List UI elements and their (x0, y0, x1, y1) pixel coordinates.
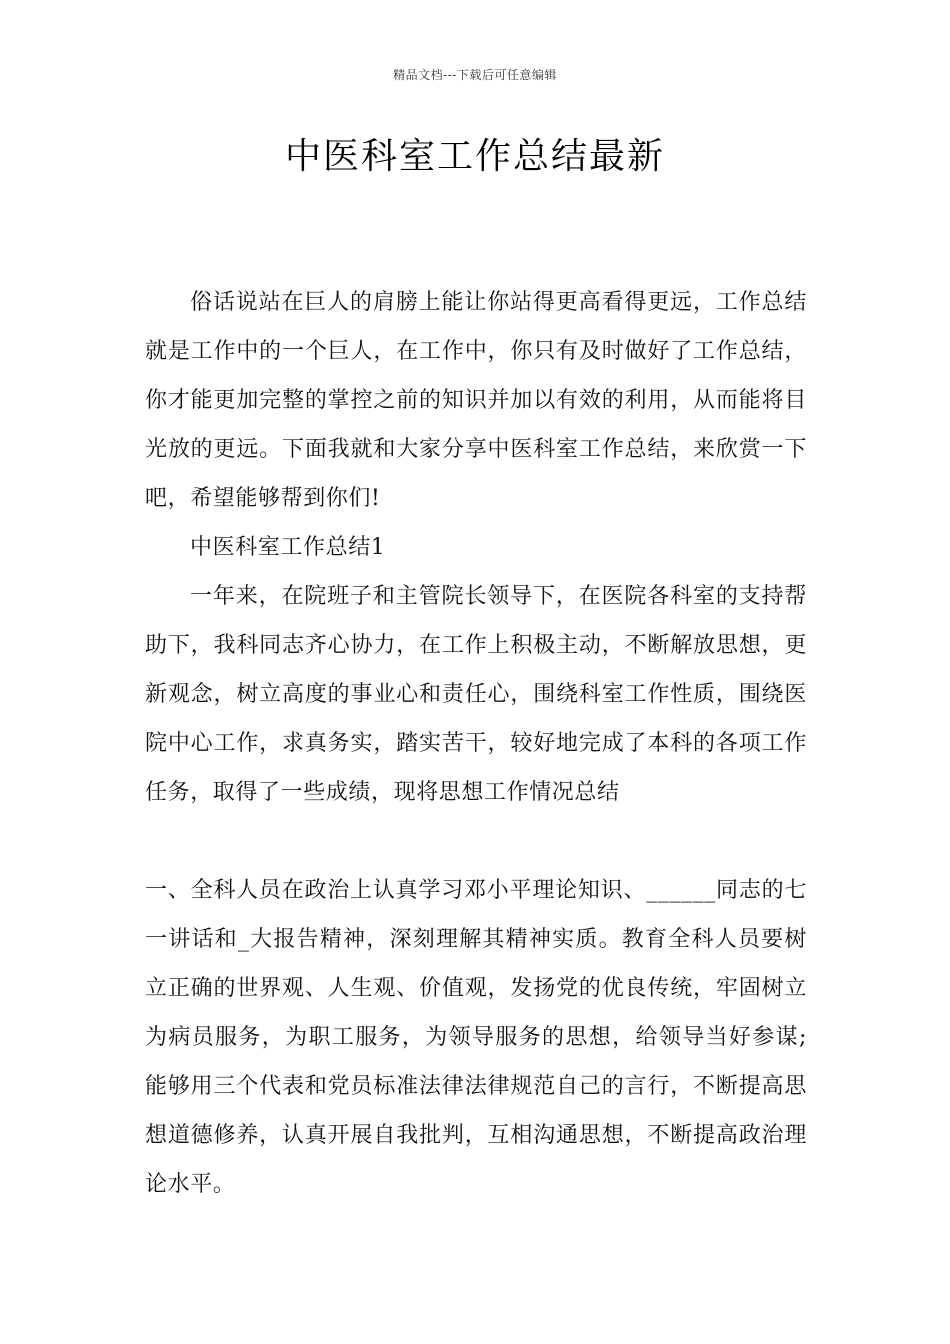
document-body (145, 278, 807, 1209)
header-note: 精品文档---下载后可任意编辑 (393, 68, 557, 82)
intro-paragraph: 俗话说站在巨人的肩膀上能让你站得更高看得更远，工作总结就是工作中的一个巨人，在工作中，你只有及时做好了工作总结，你才能更加完整的掌控之前的知识并加以有效的利用，从而能将目光放的更远。下面我就和大家分享中医科室工作总结，来欣赏一下吧，希望能够帮到你们! (145, 290, 807, 511)
section-subtitle: 中医科室工作总结1 (190, 535, 386, 560)
section-one-paragraph: 一、全科人员在政治上认真学习邓小平理论知识、______同志的七一讲话和_大报告精神，深刻理解其精神实质。教育全科人员要树立正确的世界观、人生观、价值观，发扬党的优良传统，牢固树立为病员服务，为职工服务，为领导服务的思想，给领导当好参谋;能够用三个代表和党员标准法律法律规范自己的言行，不断提高思想道德修养，认真开展自我批判，互相沟通思想，不断提高政治理论水平。 (145, 878, 807, 1197)
document-title: 中医科室工作总结最新 (284, 136, 665, 177)
summary-paragraph: 一年来，在院班子和主管院长领导下，在医院各科室的支持帮助下，我科同志齐心协力，在工作上积极主动，不断解放思想，更新观念，树立高度的事业心和责任心，围绕科室工作性质，围绕医院中心工作，求真务实，踏实苦干，较好地完成了本科的各项工作任务，取得了一些成绩，现将思想工作情况总结 (145, 584, 807, 805)
